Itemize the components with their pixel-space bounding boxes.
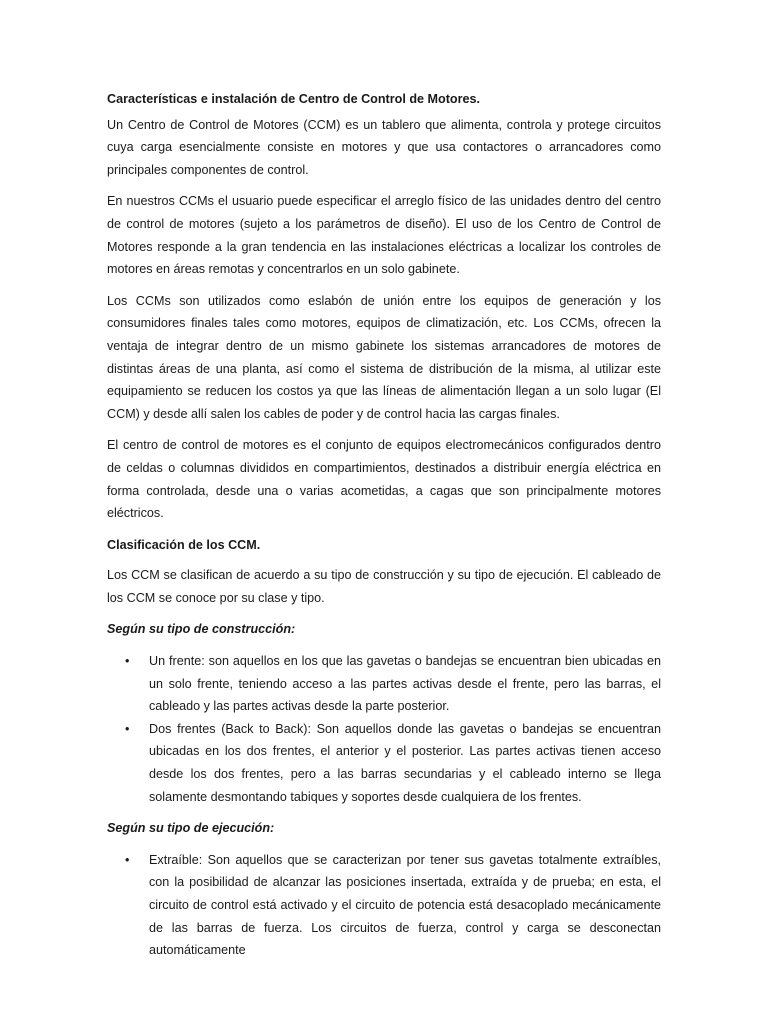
paragraph-ccm-arrangement: En nuestros CCMs el usuario puede especificar el arreglo físico de las unidades dentro del centro de control de motores (sujeto a los parámetros de diseño). El uso de los Centro de Control de Motores responde a la gran tendencia en las instalaciones eléctricas a localizar los controles de motores en áreas remotas y concentrarlos en un solo gabinete. bbox=[107, 194, 661, 277]
list-item-un-frente bbox=[107, 650, 661, 718]
paragraph-ccm-definition: Un Centro de Control de Motores (CCM) es un tablero que alimenta, controla y protege circuitos cuya carga esencialmente consiste en motores y que usa contactores o arrancadores como principales componentes de control. bbox=[107, 117, 661, 177]
subheading-execution: Según su tipo de ejecución: bbox=[107, 821, 275, 836]
list-item-extraible bbox=[107, 849, 661, 962]
paragraph-ccm-usage: Los CCMs son utilizados como eslabón de unión entre los equipos de generación y los consumidores finales tales como motores, equipos de climatización, etc. Los CCMs, ofrecen la ventaja de integrar dentro de un mismo gabinete los sistemas arrancadores de motores de distintas áreas de una planta, así como el sistema de distribución de la misma, al utilizar este equipamiento se reducen los costos ya que las líneas de alimentación llegan a un solo lugar (El CCM) y desde allí salen los cables de poder y de control hacia las cargas finales. bbox=[107, 293, 661, 421]
subheading-construction: Según su tipo de construcción: bbox=[107, 622, 296, 637]
list-item-text: Un frente: son aquellos en los que las gavetas o bandejas se encuentran bien ubicadas en un solo frente, teniendo acceso a las partes activas desde el frente, pero las barras, el cableado y las partes activas desde la parte posterior. bbox=[149, 654, 661, 714]
list-item-dos-frentes bbox=[107, 718, 661, 808]
execution-list bbox=[107, 849, 661, 962]
document-title: Características e instalación de Centro de Control de Motores. bbox=[107, 92, 481, 106]
paragraph-ccm-composition: El centro de control de motores es el conjunto de equipos electromecánicos configurados dentro de celdas o columnas divididos en compartimientos, destinados a distribuir energía eléctrica en forma controlada, desde una o varias acometidas, a cagas que son principalmente motores eléctricos. bbox=[107, 438, 661, 521]
list-item-text: Dos frentes (Back to Back): Son aquellos donde las gavetas o bandejas se encuentran ubicadas en los dos frentes, el anterior y el posterior. Las partes activas tienen acceso desde los dos frentes, pero a las barras secundarias y el cableado interno se llega solamente desmontando tabiques y soportes desde cualquiera de los frentes. bbox=[149, 721, 661, 804]
bullet-icon: • bbox=[125, 721, 130, 736]
section-heading-classification: Clasificación de los CCM. bbox=[107, 537, 261, 552]
list-item-text: Extraíble: Son aquellos que se caracterizan por tener sus gavetas totalmente extraíbles, con la posibilidad de alcanzar las posiciones insertada, extraída y de prueba; en esta, el circuito de control está activado y el circuito de potencia está desacoplado mecánicamente de las barras de fuerza. Los circuitos de fuerza, control y carga se desconectan automáticamente bbox=[149, 852, 661, 958]
document-page bbox=[107, 88, 661, 971]
bullet-icon: • bbox=[125, 654, 130, 669]
paragraph-classification: Los CCM se clasifican de acuerdo a su tipo de construcción y su tipo de ejecución. El cableado de los CCM se conoce por su clase y tipo. bbox=[107, 568, 661, 605]
bullet-icon: • bbox=[125, 852, 130, 867]
construction-list bbox=[107, 650, 661, 808]
